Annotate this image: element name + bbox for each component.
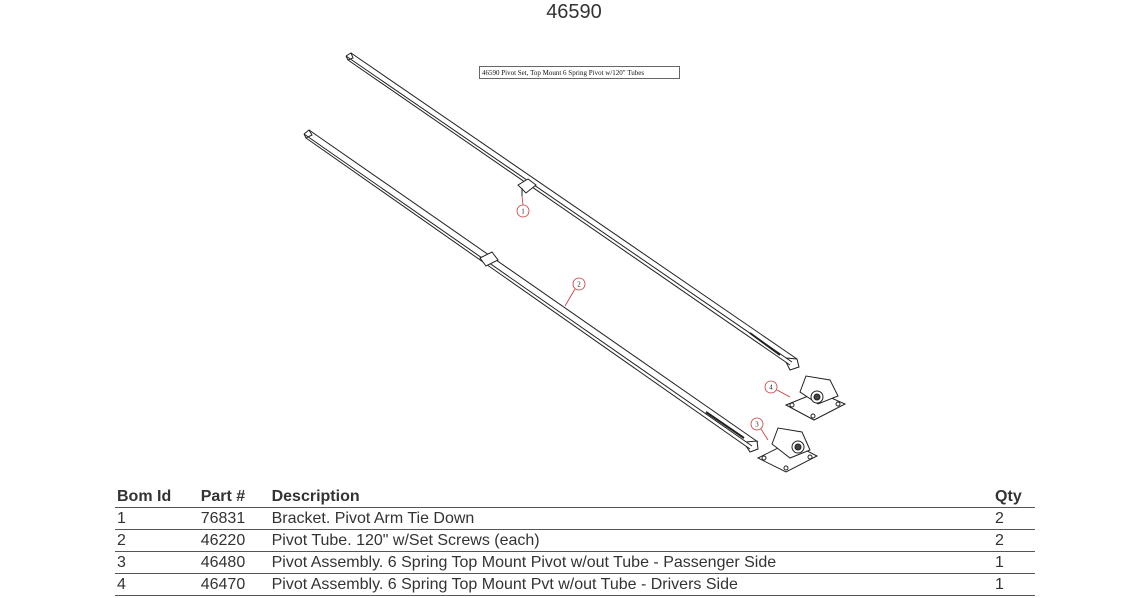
callout-2-label: 2	[577, 280, 581, 289]
bom-cell-description: Bracket. Pivot Arm Tie Down	[270, 508, 993, 530]
callout-1-label: 1	[521, 207, 525, 216]
bom-cell-part: 46480	[199, 552, 270, 574]
bom-header-qty: Qty	[993, 486, 1035, 508]
bom-cell-id: 2	[115, 530, 199, 552]
bom-header-row	[115, 486, 1035, 508]
bom-cell-qty: 1	[993, 552, 1035, 574]
bom-header-part: Part #	[199, 486, 270, 508]
bom-row	[115, 508, 1035, 530]
bom-cell-id: 3	[115, 552, 199, 574]
callout-4-label: 4	[769, 383, 773, 392]
page-title: 46590	[546, 1, 602, 23]
callout-4	[765, 381, 790, 397]
bom-row	[115, 574, 1035, 596]
bom-cell-qty: 2	[993, 508, 1035, 530]
bom-cell-description: Pivot Tube. 120" w/Set Screws (each)	[270, 530, 993, 552]
bom-cell-id: 1	[115, 508, 199, 530]
tie-down-bracket	[518, 179, 536, 196]
pivot-assembly-drivers	[786, 376, 845, 420]
bom-row	[115, 530, 1035, 552]
bom-cell-qty: 1	[993, 574, 1035, 596]
callout-1	[517, 196, 529, 217]
bom-cell-part: 46470	[199, 574, 270, 596]
bom-cell-description: Pivot Assembly. 6 Spring Top Mount Pivot w/out Tube - Passenger Side	[270, 552, 993, 574]
callout-2	[565, 278, 585, 306]
bom-cell-description: Pivot Assembly. 6 Spring Top Mount Pvt w/out Tube - Drivers Side	[270, 574, 993, 596]
callout-3	[751, 418, 768, 440]
callout-3-label: 3	[755, 420, 759, 429]
bom-table	[115, 486, 1035, 596]
bom-header-id: Bom Id	[115, 486, 199, 508]
bom-cell-part: 76831	[199, 508, 270, 530]
bom-cell-id: 4	[115, 574, 199, 596]
drawing-caption: 46590 Pivot Set, Top Mount 6 Spring Pivot w/120" Tubes	[479, 66, 680, 79]
pivot-tube-upper	[346, 53, 799, 370]
pivot-assembly-passenger	[758, 428, 817, 472]
bom-cell-part: 46220	[199, 530, 270, 552]
bom-header-description: Description	[270, 486, 993, 508]
pivot-tube-lower	[304, 130, 758, 452]
bom-cell-qty: 2	[993, 530, 1035, 552]
bom-row	[115, 552, 1035, 574]
